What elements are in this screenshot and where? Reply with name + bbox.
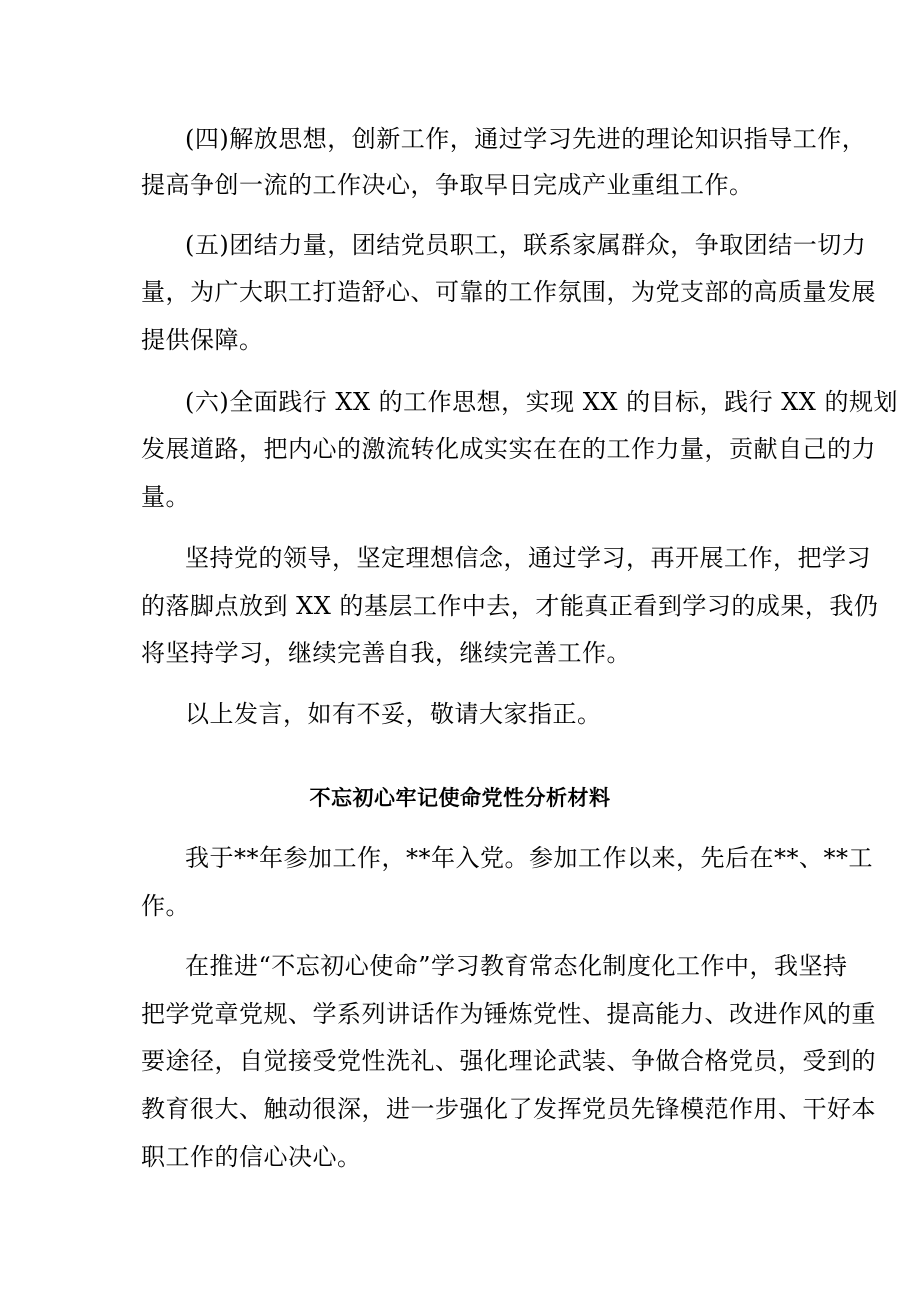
section-title: 不忘初心牢记使命党性分析材料 <box>309 786 611 810</box>
paragraph-1-line-1: (四)解放思想，创新工作，通过学习先进的理论知识指导工作， <box>185 125 867 153</box>
paragraph-7-line-3: 要途径，自觉接受党性洗礼、强化理论武装、争做合格党员，受到的 <box>141 1047 876 1075</box>
paragraph-3-line-2: 发展道路，把内心的激流转化成实实在在的工作力量，贡献自己的力 <box>141 435 876 463</box>
paragraph-4-line-3: 将坚持学习，继续完善自我，继续完善工作。 <box>141 639 631 667</box>
paragraph-7-line-5: 职工作的信心决心。 <box>141 1143 362 1171</box>
paragraph-1-line-2: 提高争创一流的工作决心，争取早日完成产业重组工作。 <box>141 171 754 199</box>
paragraph-4-line-2: 的落脚点放到 XX 的基层工作中去，才能真正看到学习的成果，我仍 <box>141 592 879 620</box>
paragraph-5-line-1: 以上发言，如有不妥，敬请大家指正。 <box>185 700 602 728</box>
paragraph-6-line-2: 作。 <box>141 892 190 920</box>
paragraph-7-line-1: 在推进“不忘初心使命”学习教育常态化制度化工作中，我坚持 <box>185 952 848 980</box>
paragraph-2-line-3: 提供保障。 <box>141 326 264 354</box>
paragraph-3-line-1: (六)全面践行 XX 的工作思想，实现 XX 的目标，践行 XX 的规划 <box>185 388 899 416</box>
paragraph-4-line-1: 坚持党的领导，坚定理想信念，通过学习，再开展工作，把学习 <box>185 544 871 572</box>
paragraph-2-line-2: 量，为广大职工打造舒心、可靠的工作氛围，为党支部的高质量发展 <box>141 278 876 306</box>
paragraph-3-line-3: 量。 <box>141 483 190 511</box>
paragraph-7-line-2: 把学党章党规、学系列讲话作为锤炼党性、提高能力、改进作风的重 <box>141 1000 876 1028</box>
paragraph-7-line-4: 教育很大、触动很深，进一步强化了发挥党员先锋模范作用、干好本 <box>141 1095 876 1123</box>
paragraph-2-line-1: (五)团结力量，团结党员职工，联系家属群众，争取团结一切力 <box>185 231 867 259</box>
paragraph-6-line-1: 我于**年参加工作，**年入党。参加工作以来，先后在**、**工 <box>185 844 873 872</box>
